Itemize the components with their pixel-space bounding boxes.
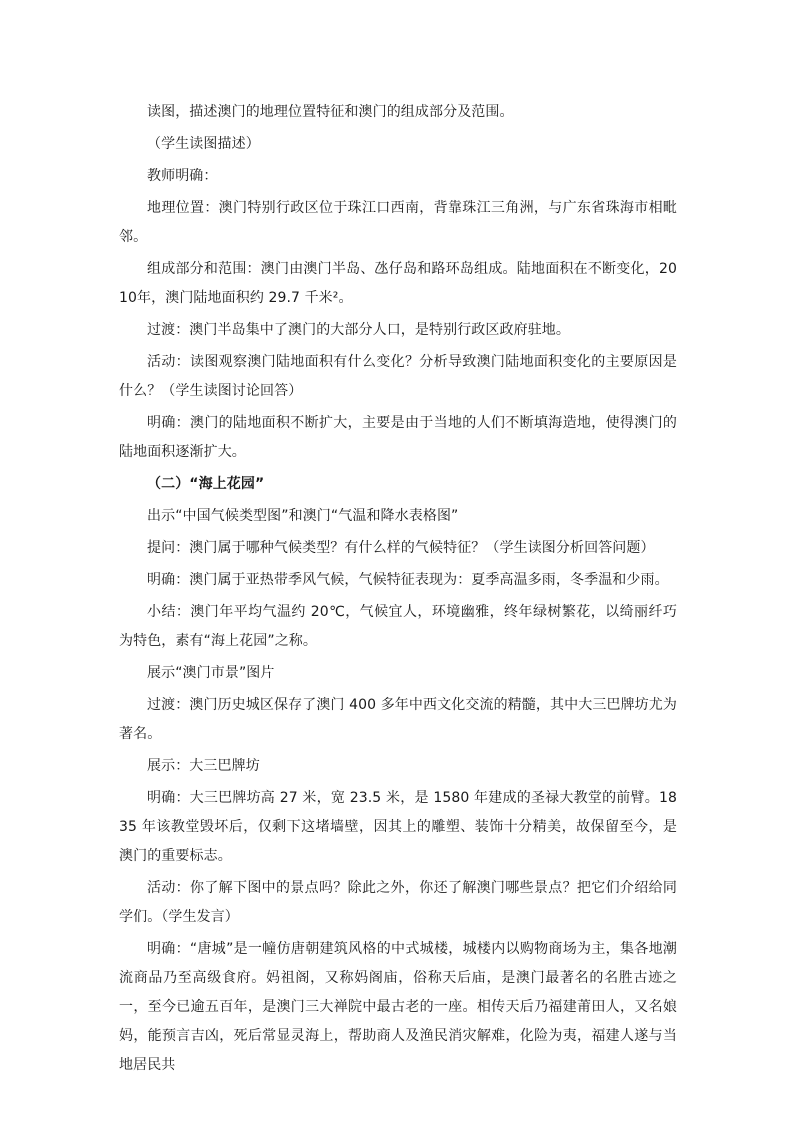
paragraph-activity-1: 活动：读图观察澳门陆地面积有什么变化？分析导致澳门陆地面积变化的主要原因是什么？（学生读图讨论回答） xyxy=(119,354,677,399)
paragraph-activity-2: 活动：你了解下图中的景点吗？除此之外，你还了解澳门哪些景点？把它们介绍给同学们。（学生发言） xyxy=(119,880,677,925)
paragraph-teacher-clarify: 教师明确： xyxy=(147,168,218,184)
paragraph-clarify-ruins: 明确：大三巴牌坊高 27 米，宽 23.5 米，是 1580 年建成的圣禄大教堂的前臂。1835 年该教堂毁坏后，仅剩下这堵墙壁，因其上的雕塑、装饰十分精美，故保留至今，是澳门的重要标志。 xyxy=(119,790,677,864)
paragraph-clarify-1: 明确：澳门的陆地面积不断扩大，主要是由于当地的人们不断填海造地，使得澳门的陆地面积逐渐扩大。 xyxy=(119,415,677,460)
paragraph-composition: 组成部分和范围：澳门由澳门半岛、氹仔岛和路环岛组成。陆地面积在不断变化，2010年，澳门陆地面积约 29.7 千米²。 xyxy=(119,261,677,306)
paragraph-transition-2: 过渡：澳门历史城区保存了澳门 400 多年中西文化交流的精髓，其中大三巴牌坊尤为著名。 xyxy=(119,697,677,742)
paragraph-transition-1: 过渡：澳门半岛集中了澳门的大部分人口，是特别行政区政府驻地。 xyxy=(147,322,570,338)
paragraph-reading-task: 读图，描述澳门的地理位置特征和澳门的组成部分及范围。 xyxy=(147,104,514,120)
paragraph-question: 提问：澳门属于哪种气候类型？有什么样的气候特征？（学生读图分析回答问题） xyxy=(147,540,655,556)
section-heading-sea-garden: （二）“海上花园” xyxy=(147,476,265,492)
paragraph-clarify-attractions: 明确：“唐城”是一幢仿唐朝建筑风格的中式城楼，城楼内以购物商场为主，集各地潮流商品乃至高级食府。妈祖阁，又称妈阁庙，俗称天后庙，是澳门最著名的名胜古迹之一，至今已逾五百年，是澳门三大禅院中最古老的一座。相传天后乃福建莆田人，又名娘妈，能预言吉凶，死后常显灵海上，帮助商人及渔民消灾解难，化险为夷，福建人遂与当地居民共 xyxy=(119,941,677,1073)
paragraph-show-cityscape: 展示“澳门市景”图片 xyxy=(147,665,275,681)
paragraph-clarify-climate: 明确：澳门属于亚热带季风气候，气候特征表现为：夏季高温多雨，冬季温和少雨。 xyxy=(147,572,669,588)
paragraph-student-activity: （学生读图描述） xyxy=(147,136,260,152)
paragraph-summary: 小结：澳门年平均气温约 20℃，气候宜人，环境幽雅，终年绿树繁花，以绮丽纤巧为特色，素有“海上花园”之称。 xyxy=(119,604,677,649)
document-body xyxy=(119,98,677,1083)
paragraph-location: 地理位置：澳门特别行政区位于珠江口西南，背靠珠江三角洲，与广东省珠海市相毗邻。 xyxy=(119,200,677,245)
paragraph-show-maps: 出示“中国气候类型图”和澳门“气温和降水表格图” xyxy=(147,508,459,524)
paragraph-show-ruins: 展示：大三巴牌坊 xyxy=(147,758,260,774)
